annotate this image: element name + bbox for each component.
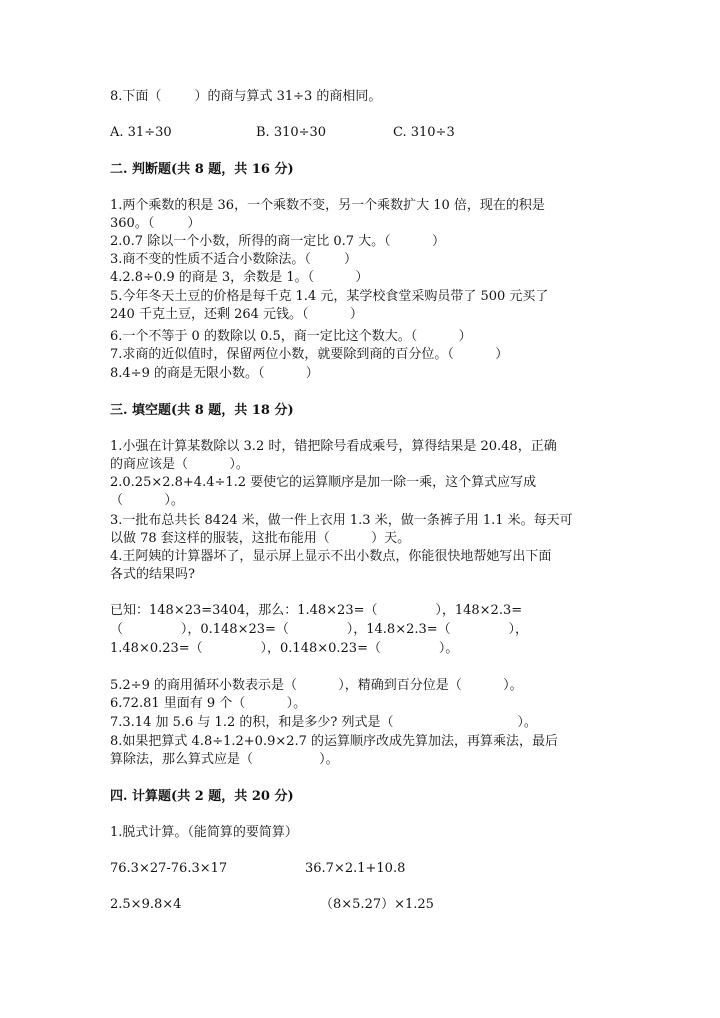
judge-line: 2.0.7 除以一个小数，所得的商一定比 0.7 大。（ ） [110,234,445,249]
question-8: 8.下面（ ）的商与算式 31÷3 的商相同。 [110,89,382,104]
judge-line: 5.今年冬天土豆的价格是每千克 1.4 元，某学校食堂采购员带了 500 元买了 [110,289,549,304]
calc-expression: 76.3×27-76.3×17 [110,861,228,876]
judge-line: 7.求商的近似值时，保留两位小数，就要除到商的百分位。（ ） [110,347,509,362]
fill-line: 8.如果把算式 4.8÷1.2+0.9×2.7 的运算顺序改成先算加法，再算乘法，最后 [110,734,559,749]
judge-line: 6.一个不等于 0 的数除以 0.5，商一定比这个数大。（ ） [110,329,472,344]
calc-expression: 36.7×2.1+10.8 [305,861,406,876]
fill-line: 以做 78 套这样的服装，这批布能用（ ）天。 [110,531,411,546]
fill-line: 5.2÷9 的商用循环小数表示是（ ），精确到百分位是（ ）。 [110,678,523,693]
judge-line: 1.两个乘数的积是 36，一个乘数不变，另一个乘数扩大 10 倍，现在的积是 [110,198,545,213]
fill-line: 算除法，那么算式应是（ ）。 [110,752,339,767]
judge-line: 360。（ ） [110,216,201,231]
calc-expression: （8×5.27）×1.25 [320,897,434,912]
fill-line: 各式的结果吗? [110,567,195,582]
option-c: C. 310÷3 [393,125,455,140]
judge-line: 8.4÷9 的商是无限小数。（ ） [110,366,319,381]
fill-line: 已知：148×23=3404，那么：1.48×23=（ ），148×2.3= [110,603,523,618]
section-4-heading: 四. 计算题(共 2 题，共 20 分) [110,789,294,804]
option-b: B. 310÷30 [256,125,327,140]
judge-line: 240 千克土豆，还剩 264 元钱。（ ） [110,307,363,322]
fill-line: 7.3.14 加 5.6 与 1.2 的积，和是多少? 列式是（ ）。 [110,715,537,730]
section-3-heading: 三. 填空题(共 8 题，共 18 分) [110,403,294,418]
fill-line: 6.72.81 里面有 9 个（ ）。 [110,696,307,711]
fill-line: 3.一批布总共长 8424 米，做一件上衣用 1.3 米，做一条裤子用 1.1 米。每天可 [110,513,573,528]
fill-line: 的商应该是（ ）。 [110,457,249,472]
fill-line: 2.0.25×2.8+4.4÷1.2 要使它的运算顺序是加一除一乘，这个算式应写成 [110,475,537,490]
section-2-heading: 二. 判断题(共 8 题，共 16 分) [110,162,294,177]
judge-line: 3.商不变的性质不适合小数除法。（ ） [110,252,357,267]
fill-line: 4.王阿姨的计算器坏了，显示屏上显示不出小数点，你能很快地帮她写出下面 [110,549,552,564]
fill-line: 1.小强在计算某数除以 3.2 时，错把除号看成乘号，算得结果是 20.48，正确 [110,439,557,454]
judge-line: 4.2.8÷0.9 的商是 3，余数是 1。（ ） [110,270,369,285]
calc-instruction: 1.脱式计算。（能简算的要简算） [110,825,298,840]
fill-line: （ ），0.148×23=（ ），14.8×2.3=（ ）， [110,622,529,637]
fill-line: （ ）。 [110,493,184,508]
fill-line: 1.48×0.23=（ ），0.148×0.23=（ ）。 [110,641,459,656]
calc-expression: 2.5×9.8×4 [110,897,182,912]
option-a: A. 31÷30 [110,125,172,140]
